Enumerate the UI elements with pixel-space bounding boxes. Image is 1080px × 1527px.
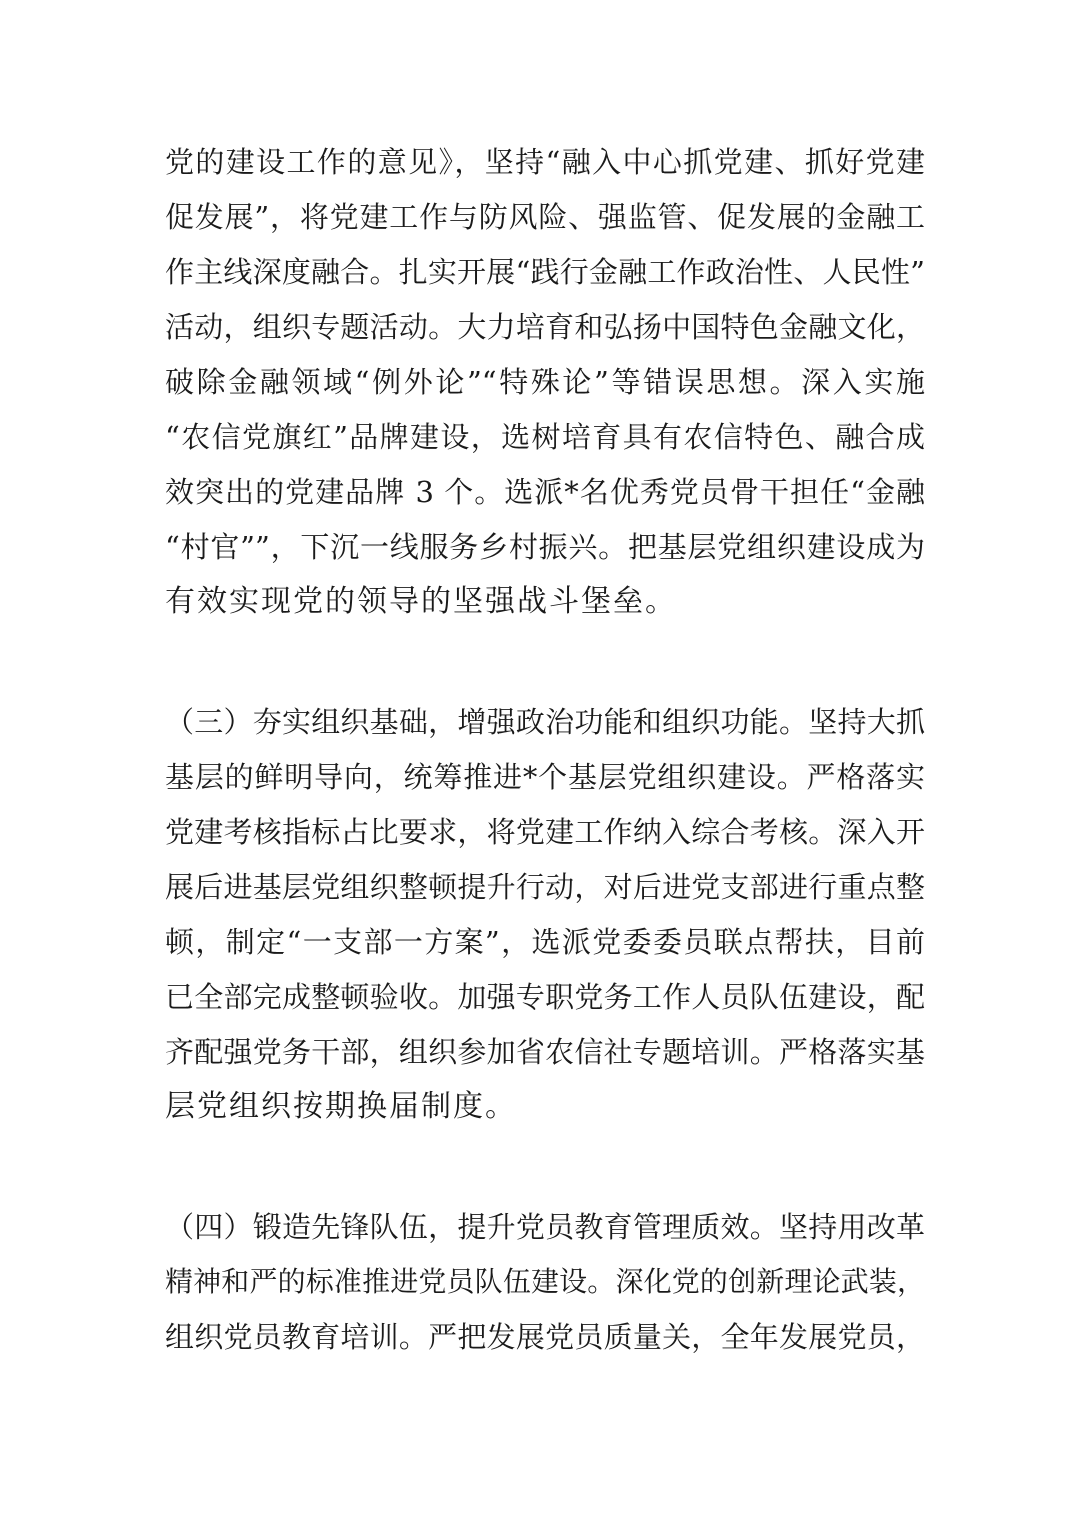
text-line: （三）夯实组织基础，增强政治功能和组织功能。坚持大抓 bbox=[165, 705, 925, 739]
text-line: 活动，组织专题活动。大力培育和弘扬中国特色金融文化， bbox=[165, 310, 925, 344]
text-line: “村官””，下沉一线服务乡村振兴。把基层党组织建设成为 bbox=[165, 530, 925, 564]
text-line: 促发展”，将党建工作与防风险、强监管、促发展的金融工 bbox=[165, 200, 925, 234]
text-line: 层党组织按期换届制度。 bbox=[165, 1089, 517, 1124]
text-line: 齐配强党务干部，组织参加省农信社专题培训。严格落实基 bbox=[165, 1035, 925, 1069]
text-line: 作主线深度融合。扎实开展“践行金融工作政治性、人民性” bbox=[165, 255, 925, 289]
text-line: 破除金融领域“例外论”“特殊论”等错误思想。深入实施 bbox=[165, 365, 925, 399]
text-line: 效突出的党建品牌 3 个。选派*名优秀党员骨干担任“金融 bbox=[165, 475, 925, 509]
text-line: “农信党旗红”品牌建设，选树培育具有农信特色、融合成 bbox=[165, 420, 925, 454]
text-line: 顿，制定“一支部一方案”，选派党委委员联点帮扶，目前 bbox=[165, 925, 925, 959]
text-line: 基层的鲜明导向，统筹推进*个基层党组织建设。严格落实 bbox=[165, 760, 925, 794]
text-line: （四）锻造先锋队伍，提升党员教育管理质效。坚持用改革 bbox=[165, 1210, 925, 1244]
text-line: 已全部完成整顿验收。加强专职党务工作人员队伍建设，配 bbox=[165, 980, 925, 1014]
text-line: 展后进基层党组织整顿提升行动，对后进党支部进行重点整 bbox=[165, 870, 925, 904]
text-line: 有效实现党的领导的坚强战斗堡垒。 bbox=[165, 584, 677, 619]
text-line: 党建考核指标占比要求，将党建工作纳入综合考核。深入开 bbox=[165, 815, 925, 849]
text-line: 精神和严的标准推进党员队伍建设。深化党的创新理论武装， bbox=[165, 1265, 925, 1298]
text-line: 组织党员教育培训。严把发展党员质量关，全年发展党员， bbox=[165, 1320, 925, 1354]
text-line: 党的建设工作的意见》，坚持“融入中心抓党建、抓好党建 bbox=[165, 145, 925, 179]
